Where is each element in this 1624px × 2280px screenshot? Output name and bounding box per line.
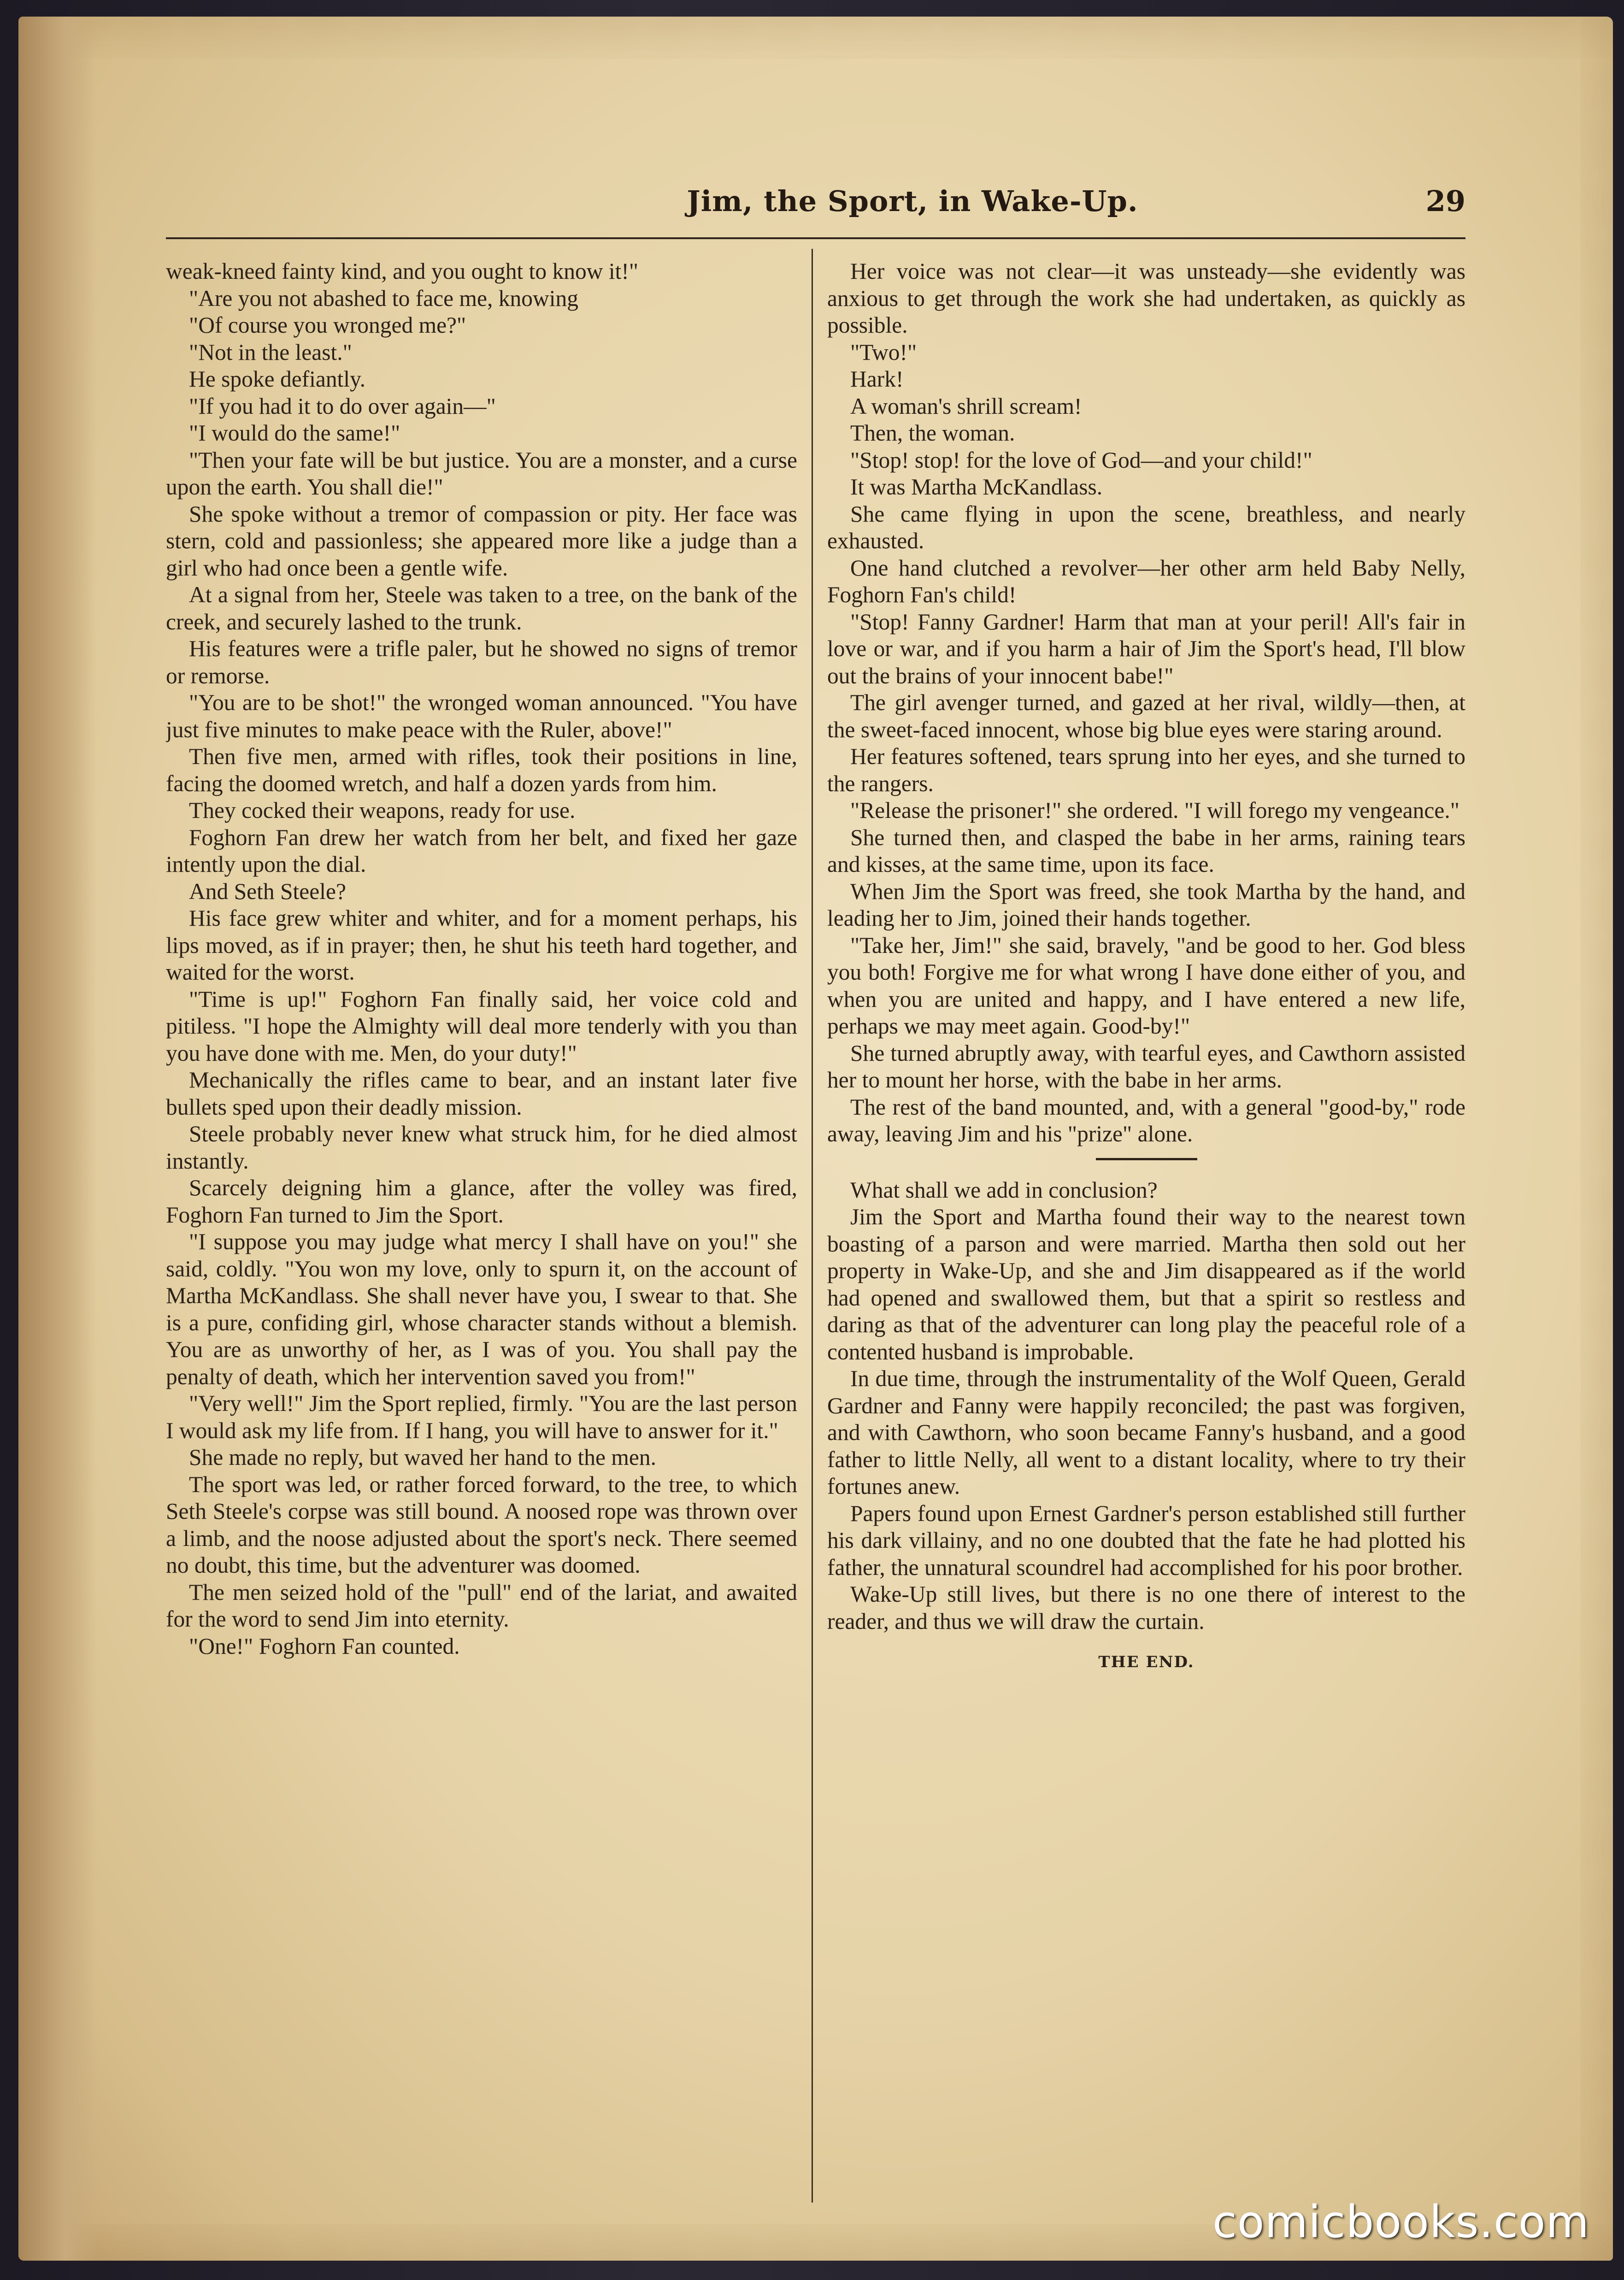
paragraph: "Two!" xyxy=(850,339,917,365)
paragraph: The men seized hold of the "pull" end of the lariat, and awaited for the word to send Jim into eternity. xyxy=(166,1579,797,1632)
running-title: Jim, the Sport, in Wake-Up. xyxy=(687,184,1138,218)
paragraph: Then five men, armed with rifles, took their positions in line, facing the doomed wretch, and half a dozen yards from him. xyxy=(166,744,797,796)
paragraph: Foghorn Fan drew her watch from her belt, and fixed her gaze intently upon the dial. xyxy=(166,824,797,877)
right-column-story-end xyxy=(827,258,1465,1148)
paragraph: The sport was led, or rather forced forward, to the tree, to which Seth Steele's corpse was still bound. A noosed rope was thrown over a limb, and the noose adjusted about the sport's neck. There seemed no doubt, this time, but the adventurer was doomed. xyxy=(166,1471,797,1578)
paragraph: The rest of the band mounted, and, with a general "good-by," rode away, leaving Jim and his "prize" alone. xyxy=(827,1094,1465,1146)
right-text-column xyxy=(827,258,1465,2184)
paragraph: weak-kneed fainty kind, and you ought to know it!" xyxy=(166,259,639,284)
page-number: 29 xyxy=(1425,184,1465,218)
paragraph: Her features softened, tears sprung into her eyes, and she turned to the rangers. xyxy=(827,744,1465,796)
paragraph: Papers found upon Ernest Gardner's person established still further his dark villainy, and no one doubted that the fate he had plotted his father, the unnatural scoundrel had accomplished for his poor brother. xyxy=(827,1500,1465,1580)
running-header xyxy=(166,184,1465,240)
paragraph: They cocked their weapons, ready for use. xyxy=(189,798,576,823)
paragraph: Steele probably never knew what struck him, for he died almost instantly. xyxy=(166,1121,797,1174)
the-end-label: THE END. xyxy=(1098,1653,1194,1671)
paragraph: Then, the woman. xyxy=(850,420,1015,446)
watermark-logo: comicbooks.com xyxy=(1212,2196,1589,2248)
paragraph: One hand clutched a revolver—her other arm held Baby Nelly, Foghorn Fan's child! xyxy=(827,555,1465,607)
paragraph: At a signal from her, Steele was taken to a tree, on the bank of the creek, and securely lashed to the trunk. xyxy=(166,582,797,635)
paragraph: She turned abruptly away, with tearful eyes, and Cawthorn assisted her to mount her horse, with the babe in her arms. xyxy=(827,1040,1465,1093)
paragraph: What shall we add in conclusion? xyxy=(850,1177,1158,1203)
paragraph: She made no reply, but waved her hand to the men. xyxy=(189,1445,657,1470)
paragraph: "Time is up!" Foghorn Fan finally said, her voice cold and pitiless. "I hope the Almighty will deal more tenderly with you than you have done with me. Men, do your duty!" xyxy=(166,986,797,1066)
left-text-column xyxy=(166,258,797,2184)
paragraph: When Jim the Sport was freed, she took Martha by the hand, and leading her to Jim, joined their hands together. xyxy=(827,878,1465,931)
paragraph: Mechanically the rifles came to bear, and an instant later five bullets sped upon their deadly mission. xyxy=(166,1067,797,1120)
section-break-rule xyxy=(1096,1158,1197,1160)
paragraph: A woman's shrill scream! xyxy=(850,393,1082,419)
paragraph: Wake-Up still lives, but there is no one there of interest to the reader, and thus we will draw the curtain. xyxy=(827,1581,1465,1634)
paragraph: "Stop! stop! for the love of God—and your child!" xyxy=(850,447,1312,473)
paragraph: The girl avenger turned, and gazed at her rival, wildly—then, at the sweet-faced innocent, whose big blue eyes were staring around. xyxy=(827,690,1465,742)
paragraph: And Seth Steele? xyxy=(189,878,346,904)
paragraph: In due time, through the instrumentality of the Wolf Queen, Gerald Gardner and Fanny were happily reconciled; the past was forgiven, and with Cawthorn, who soon became Fanny's husband, and a good father to little Nelly, all went to a distant locality, where to try their fortunes anew. xyxy=(827,1366,1465,1499)
paragraph: She came flying in upon the scene, breathless, and nearly exhausted. xyxy=(827,501,1465,553)
paragraph: "Release the prisoner!" she ordered. "I will forego my vengeance." xyxy=(850,798,1459,823)
paragraph: She turned then, and clasped the babe in her arms, raining tears and kisses, at the same time, upon its face. xyxy=(827,824,1465,877)
paragraph: His face grew whiter and whiter, and for a moment perhaps, his lips moved, as if in prayer; then, he shut his teeth hard together, and waited for the worst. xyxy=(166,905,797,985)
column-divider xyxy=(812,249,813,2203)
paragraph: Scarcely deigning him a glance, after the volley was fired, Foghorn Fan turned to Jim the Sport. xyxy=(166,1175,797,1228)
paragraph: Hark! xyxy=(850,366,904,392)
paragraph: Her voice was not clear—it was unsteady—she evidently was anxious to get through the work she had undertaken, as quickly as possible. xyxy=(827,259,1465,338)
paragraph: "Are you not abashed to face me, knowing xyxy=(189,285,578,311)
paragraph: "Stop! Fanny Gardner! Harm that man at your peril! All's fair in love or war, and if you harm a hair of Jim the Sport's head, I'll blow out the brains of your innocent babe!" xyxy=(827,609,1465,688)
paragraph: It was Martha McKandlass. xyxy=(850,474,1103,499)
paragraph: He spoke defiantly. xyxy=(189,366,366,392)
paragraph: "If you had it to do over again—" xyxy=(189,393,496,419)
paragraph: "I would do the same!" xyxy=(189,420,400,446)
paragraph: She spoke without a tremor of compassion or pity. Her face was stern, cold and passionless; she appeared more like a judge than a girl who had once been a gentle wife. xyxy=(166,501,797,581)
paragraph: "Then your fate will be but justice. You are a monster, and a curse upon the earth. You shall die!" xyxy=(166,447,797,499)
paragraph: "Very well!" Jim the Sport replied, firmly. "You are the last person I would ask my life from. If I hang, you will have to answer for it." xyxy=(166,1391,797,1443)
paragraph: "Of course you wronged me?" xyxy=(189,312,466,338)
page-spine-shadow xyxy=(18,17,97,2261)
header-rule xyxy=(166,237,1465,239)
conclusion-section xyxy=(827,1177,1465,1635)
paragraph: "Not in the least." xyxy=(189,339,352,365)
paragraph: "Take her, Jim!" she said, bravely, "and be good to her. God bless you both! Forgive me for what wrong I have done either of you, and when you are united and happy, and I have entered a new life, perhaps we may meet again. Good-by!" xyxy=(827,932,1465,1039)
paragraph: "One!" Foghorn Fan counted. xyxy=(189,1633,460,1659)
paragraph: "I suppose you may judge what mercy I shall have on you!" she said, coldly. "You won my love, only to spurn it, on the account of Martha McKandlass. She shall never have you, I swear to that. She is a pure, confiding girl, whose character stands without a blemish. You are as unworthy of her, as I was of you. You shall pay the penalty of death, which her intervention saved you from!" xyxy=(166,1229,797,1389)
paragraph: His features were a trifle paler, but he showed no signs of tremor or remorse. xyxy=(166,636,797,688)
paragraph: "You are to be shot!" the wronged woman announced. "You have just five minutes to make peace with the Ruler, above!" xyxy=(166,690,797,742)
paragraph: Jim the Sport and Martha found their way to the nearest town boasting of a parson and were married. Martha then sold out her property in Wake-Up, and she and Jim disappeared as if the world had opened and swallowed them, but that a spirit so restless and daring as that of the adventurer can long play the peaceful role of a contented husband is improbable. xyxy=(827,1204,1465,1364)
